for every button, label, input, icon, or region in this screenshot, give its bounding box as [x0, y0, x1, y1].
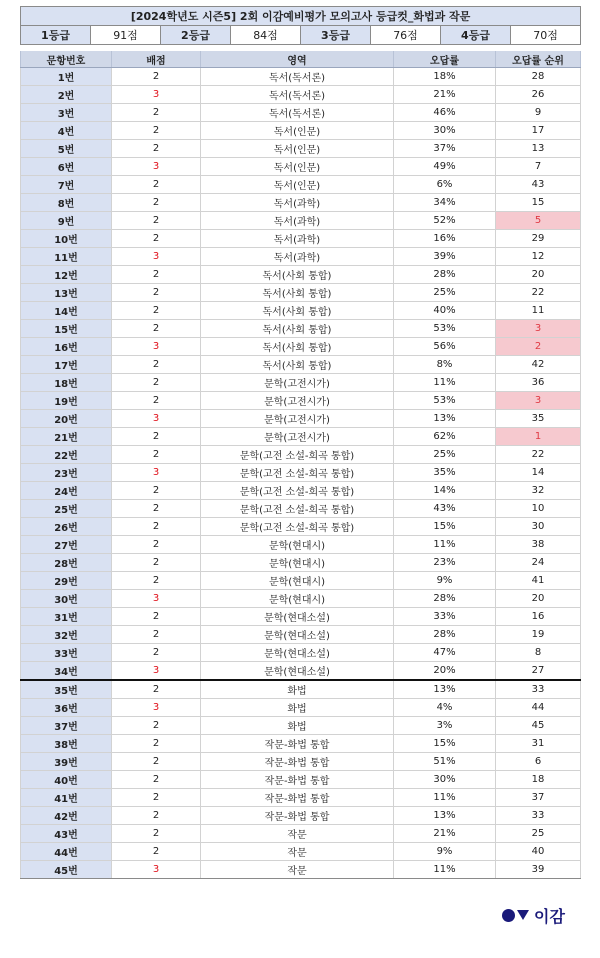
- area-cell: 독서(과학): [201, 194, 394, 212]
- column-header-rank: 오답률 순위: [496, 51, 581, 68]
- question-number-cell: 18번: [21, 374, 112, 392]
- question-number-cell: 2번: [21, 86, 112, 104]
- question-number-cell: 21번: [21, 428, 112, 446]
- points-cell: 2: [112, 536, 201, 554]
- question-number-cell: 5번: [21, 140, 112, 158]
- column-header-area: 영역: [201, 51, 394, 68]
- table-row: [21, 140, 581, 158]
- error-rank-cell: 1: [496, 428, 581, 446]
- points-cell: 2: [112, 68, 201, 86]
- question-number-cell: 33번: [21, 644, 112, 662]
- table-row: [21, 680, 581, 699]
- table-row: [21, 843, 581, 861]
- question-number-cell: 43번: [21, 825, 112, 843]
- table-row: [21, 699, 581, 717]
- points-cell: 2: [112, 320, 201, 338]
- error-rank-cell: 25: [496, 825, 581, 843]
- error-rank-cell: 14: [496, 464, 581, 482]
- points-cell: 2: [112, 789, 201, 807]
- error-rate-cell: 53%: [394, 392, 496, 410]
- area-cell: 화법: [201, 699, 394, 717]
- error-rank-cell: 13: [496, 140, 581, 158]
- area-cell: 작문: [201, 843, 394, 861]
- table-row: [21, 68, 581, 86]
- question-number-cell: 14번: [21, 302, 112, 320]
- error-rate-cell: 28%: [394, 590, 496, 608]
- points-cell: 2: [112, 572, 201, 590]
- area-cell: 문학(현대시): [201, 536, 394, 554]
- grade-label: 1등급: [21, 26, 91, 45]
- area-cell: 화법: [201, 717, 394, 735]
- area-cell: 문학(현대소설): [201, 644, 394, 662]
- table-row: [21, 608, 581, 626]
- table-row: [21, 464, 581, 482]
- points-cell: 2: [112, 807, 201, 825]
- table-row: [21, 320, 581, 338]
- area-cell: 독서(사회 통합): [201, 320, 394, 338]
- points-cell: 2: [112, 230, 201, 248]
- question-number-cell: 31번: [21, 608, 112, 626]
- points-cell: 3: [112, 699, 201, 717]
- logo-dot-icon: [502, 909, 515, 922]
- error-rank-cell: 19: [496, 626, 581, 644]
- question-number-cell: 36번: [21, 699, 112, 717]
- table-row: [21, 122, 581, 140]
- question-number-cell: 13번: [21, 284, 112, 302]
- error-rank-cell: 44: [496, 699, 581, 717]
- points-cell: 2: [112, 843, 201, 861]
- error-rank-cell: 26: [496, 86, 581, 104]
- question-number-cell: 37번: [21, 717, 112, 735]
- area-cell: 독서(과학): [201, 248, 394, 266]
- error-rate-cell: 34%: [394, 194, 496, 212]
- question-number-cell: 7번: [21, 176, 112, 194]
- area-cell: 독서(독서론): [201, 104, 394, 122]
- question-number-cell: 12번: [21, 266, 112, 284]
- error-rank-cell: 8: [496, 644, 581, 662]
- error-rate-cell: 9%: [394, 843, 496, 861]
- error-rank-cell: 35: [496, 410, 581, 428]
- error-rank-cell: 18: [496, 771, 581, 789]
- table-row: [21, 410, 581, 428]
- grade-label: 2등급: [161, 26, 231, 45]
- area-cell: 문학(현대시): [201, 590, 394, 608]
- points-cell: 2: [112, 735, 201, 753]
- points-cell: 2: [112, 717, 201, 735]
- question-number-cell: 3번: [21, 104, 112, 122]
- error-rate-cell: 25%: [394, 446, 496, 464]
- points-cell: 2: [112, 446, 201, 464]
- error-rate-cell: 15%: [394, 735, 496, 753]
- error-rank-cell: 7: [496, 158, 581, 176]
- question-number-cell: 15번: [21, 320, 112, 338]
- error-rate-cell: 20%: [394, 662, 496, 681]
- error-rank-cell: 41: [496, 572, 581, 590]
- points-cell: 2: [112, 122, 201, 140]
- area-cell: 문학(고전 소설-희곡 통합): [201, 446, 394, 464]
- table-row: [21, 176, 581, 194]
- error-rate-cell: 46%: [394, 104, 496, 122]
- error-rate-cell: 35%: [394, 464, 496, 482]
- error-rank-cell: 42: [496, 356, 581, 374]
- area-cell: 독서(인문): [201, 140, 394, 158]
- question-number-cell: 6번: [21, 158, 112, 176]
- question-number-cell: 29번: [21, 572, 112, 590]
- table-row: [21, 104, 581, 122]
- question-number-cell: 23번: [21, 464, 112, 482]
- points-cell: 2: [112, 500, 201, 518]
- error-rank-cell: 9: [496, 104, 581, 122]
- table-row: [21, 735, 581, 753]
- question-number-cell: 20번: [21, 410, 112, 428]
- error-rank-cell: 6: [496, 753, 581, 771]
- question-number-cell: 11번: [21, 248, 112, 266]
- error-rate-cell: 43%: [394, 500, 496, 518]
- points-cell: 3: [112, 158, 201, 176]
- error-rank-cell: 39: [496, 861, 581, 879]
- points-cell: 2: [112, 284, 201, 302]
- points-cell: 2: [112, 176, 201, 194]
- table-row: [21, 266, 581, 284]
- question-number-cell: 25번: [21, 500, 112, 518]
- question-number-cell: 35번: [21, 680, 112, 699]
- error-rate-cell: 56%: [394, 338, 496, 356]
- error-rank-cell: 40: [496, 843, 581, 861]
- error-rate-cell: 21%: [394, 86, 496, 104]
- points-cell: 2: [112, 518, 201, 536]
- table-row: [21, 807, 581, 825]
- question-number-cell: 34번: [21, 662, 112, 681]
- table-row: [21, 536, 581, 554]
- area-cell: 작문-화법 통합: [201, 771, 394, 789]
- points-cell: 2: [112, 140, 201, 158]
- table-row: [21, 158, 581, 176]
- grade-score: 70점: [511, 26, 581, 45]
- table-row: [21, 392, 581, 410]
- table-row: [21, 572, 581, 590]
- points-cell: 3: [112, 464, 201, 482]
- error-rate-cell: 16%: [394, 230, 496, 248]
- error-rate-cell: 51%: [394, 753, 496, 771]
- error-rate-cell: 13%: [394, 680, 496, 699]
- table-row: [21, 212, 581, 230]
- points-cell: 2: [112, 753, 201, 771]
- table-row: [21, 662, 581, 681]
- error-rate-cell: 18%: [394, 68, 496, 86]
- table-row: [21, 554, 581, 572]
- question-number-cell: 42번: [21, 807, 112, 825]
- area-cell: 작문: [201, 861, 394, 879]
- area-cell: 독서(사회 통합): [201, 266, 394, 284]
- table-row: [21, 626, 581, 644]
- grade-cut-header: [20, 6, 581, 45]
- points-cell: 3: [112, 861, 201, 879]
- error-rank-cell: 29: [496, 230, 581, 248]
- area-cell: 독서(과학): [201, 230, 394, 248]
- error-rank-cell: 2: [496, 338, 581, 356]
- error-rate-cell: 15%: [394, 518, 496, 536]
- points-cell: 2: [112, 356, 201, 374]
- area-cell: 독서(사회 통합): [201, 338, 394, 356]
- points-cell: 2: [112, 825, 201, 843]
- table-row: [21, 248, 581, 266]
- error-rate-cell: 6%: [394, 176, 496, 194]
- error-rank-cell: 10: [496, 500, 581, 518]
- area-cell: 화법: [201, 680, 394, 699]
- points-cell: 2: [112, 374, 201, 392]
- points-cell: 2: [112, 771, 201, 789]
- error-rate-cell: 40%: [394, 302, 496, 320]
- error-rank-cell: 12: [496, 248, 581, 266]
- area-cell: 독서(사회 통합): [201, 356, 394, 374]
- question-number-cell: 45번: [21, 861, 112, 879]
- error-rank-cell: 33: [496, 680, 581, 699]
- area-cell: 문학(고전시가): [201, 428, 394, 446]
- area-cell: 작문-화법 통합: [201, 753, 394, 771]
- question-number-cell: 4번: [21, 122, 112, 140]
- question-number-cell: 41번: [21, 789, 112, 807]
- error-rate-cell: 8%: [394, 356, 496, 374]
- error-rank-cell: 17: [496, 122, 581, 140]
- error-rate-cell: 49%: [394, 158, 496, 176]
- error-rate-cell: 28%: [394, 626, 496, 644]
- area-cell: 문학(고전 소설-희곡 통합): [201, 500, 394, 518]
- error-rank-cell: 36: [496, 374, 581, 392]
- table-row: [21, 482, 581, 500]
- error-rank-cell: 16: [496, 608, 581, 626]
- question-number-cell: 19번: [21, 392, 112, 410]
- error-rate-cell: 30%: [394, 122, 496, 140]
- table-row: [21, 825, 581, 843]
- error-rank-cell: 28: [496, 68, 581, 86]
- area-cell: 독서(인문): [201, 176, 394, 194]
- points-cell: 2: [112, 266, 201, 284]
- table-row: [21, 771, 581, 789]
- error-rate-cell: 25%: [394, 284, 496, 302]
- area-cell: 문학(고전시가): [201, 374, 394, 392]
- points-cell: 3: [112, 590, 201, 608]
- points-cell: 3: [112, 248, 201, 266]
- error-rate-cell: 39%: [394, 248, 496, 266]
- table-row: [21, 302, 581, 320]
- points-cell: 2: [112, 194, 201, 212]
- question-number-cell: 22번: [21, 446, 112, 464]
- error-rank-cell: 11: [496, 302, 581, 320]
- question-number-cell: 40번: [21, 771, 112, 789]
- table-row: [21, 446, 581, 464]
- table-row: [21, 861, 581, 879]
- error-rate-cell: 14%: [394, 482, 496, 500]
- points-cell: 2: [112, 482, 201, 500]
- error-rate-cell: 11%: [394, 789, 496, 807]
- error-rank-cell: 15: [496, 194, 581, 212]
- grade-label: 3등급: [301, 26, 371, 45]
- area-cell: 작문-화법 통합: [201, 735, 394, 753]
- brand-logo: [502, 906, 565, 924]
- question-number-cell: 10번: [21, 230, 112, 248]
- points-cell: 2: [112, 428, 201, 446]
- error-rate-cell: 53%: [394, 320, 496, 338]
- points-cell: 3: [112, 86, 201, 104]
- points-cell: 2: [112, 644, 201, 662]
- error-rate-cell: 11%: [394, 374, 496, 392]
- points-cell: 3: [112, 410, 201, 428]
- question-number-cell: 9번: [21, 212, 112, 230]
- error-rate-cell: 21%: [394, 825, 496, 843]
- table-row: [21, 374, 581, 392]
- question-number-cell: 1번: [21, 68, 112, 86]
- area-cell: 문학(고전 소설-희곡 통합): [201, 464, 394, 482]
- table-row: [21, 789, 581, 807]
- column-header-error-rate: 오답률: [394, 51, 496, 68]
- brand-name: 이감: [534, 906, 565, 926]
- grade-label: 4등급: [441, 26, 511, 45]
- error-rank-cell: 22: [496, 284, 581, 302]
- area-cell: 독서(독서론): [201, 68, 394, 86]
- table-header-row: [21, 51, 581, 68]
- question-number-cell: 39번: [21, 753, 112, 771]
- error-rank-cell: 22: [496, 446, 581, 464]
- table-row: [21, 644, 581, 662]
- table-row: [21, 356, 581, 374]
- area-cell: 독서(인문): [201, 158, 394, 176]
- error-rate-cell: 23%: [394, 554, 496, 572]
- area-cell: 문학(고전 소설-희곡 통합): [201, 518, 394, 536]
- table-row: [21, 230, 581, 248]
- table-row: [21, 428, 581, 446]
- grade-score: 84점: [231, 26, 301, 45]
- table-row: [21, 194, 581, 212]
- area-cell: 문학(현대시): [201, 554, 394, 572]
- table-row: [21, 86, 581, 104]
- points-cell: 2: [112, 302, 201, 320]
- error-rate-cell: 13%: [394, 410, 496, 428]
- points-cell: 3: [112, 662, 201, 681]
- question-number-cell: 26번: [21, 518, 112, 536]
- error-rate-cell: 9%: [394, 572, 496, 590]
- points-cell: 2: [112, 392, 201, 410]
- error-rank-cell: 24: [496, 554, 581, 572]
- question-number-cell: 17번: [21, 356, 112, 374]
- error-rate-table: [20, 51, 581, 879]
- points-cell: 2: [112, 212, 201, 230]
- area-cell: 독서(사회 통합): [201, 284, 394, 302]
- error-rank-cell: 3: [496, 320, 581, 338]
- points-cell: 2: [112, 554, 201, 572]
- error-rate-cell: 11%: [394, 536, 496, 554]
- area-cell: 독서(인문): [201, 122, 394, 140]
- question-number-cell: 44번: [21, 843, 112, 861]
- points-cell: 2: [112, 104, 201, 122]
- question-number-cell: 38번: [21, 735, 112, 753]
- column-header-points: 배점: [112, 51, 201, 68]
- question-number-cell: 30번: [21, 590, 112, 608]
- question-number-cell: 32번: [21, 626, 112, 644]
- table-row: [21, 500, 581, 518]
- page-title: [2024학년도 시즌5] 2회 이감예비평가 모의고사 등급컷_화법과 작문: [21, 7, 581, 26]
- points-cell: 2: [112, 680, 201, 699]
- table-row: [21, 717, 581, 735]
- table-row: [21, 518, 581, 536]
- question-number-cell: 16번: [21, 338, 112, 356]
- area-cell: 작문-화법 통합: [201, 807, 394, 825]
- error-rank-cell: 33: [496, 807, 581, 825]
- error-rank-cell: 3: [496, 392, 581, 410]
- error-rate-cell: 11%: [394, 861, 496, 879]
- table-row: [21, 753, 581, 771]
- error-rank-cell: 27: [496, 662, 581, 681]
- points-cell: 2: [112, 626, 201, 644]
- error-rate-cell: 37%: [394, 140, 496, 158]
- error-rank-cell: 30: [496, 518, 581, 536]
- error-rank-cell: 20: [496, 590, 581, 608]
- area-cell: 문학(현대시): [201, 572, 394, 590]
- question-number-cell: 28번: [21, 554, 112, 572]
- error-rank-cell: 20: [496, 266, 581, 284]
- logo-triangle-icon: [517, 910, 529, 920]
- area-cell: 독서(독서론): [201, 86, 394, 104]
- points-cell: 3: [112, 338, 201, 356]
- area-cell: 문학(현대소설): [201, 608, 394, 626]
- question-number-cell: 24번: [21, 482, 112, 500]
- area-cell: 작문-화법 통합: [201, 789, 394, 807]
- error-rank-cell: 45: [496, 717, 581, 735]
- table-row: [21, 284, 581, 302]
- error-rate-cell: 47%: [394, 644, 496, 662]
- area-cell: 문학(현대소설): [201, 662, 394, 681]
- error-rate-cell: 28%: [394, 266, 496, 284]
- area-cell: 독서(과학): [201, 212, 394, 230]
- error-rank-cell: 31: [496, 735, 581, 753]
- error-rank-cell: 5: [496, 212, 581, 230]
- area-cell: 독서(사회 통합): [201, 302, 394, 320]
- question-number-cell: 8번: [21, 194, 112, 212]
- error-rate-cell: 4%: [394, 699, 496, 717]
- error-rate-cell: 13%: [394, 807, 496, 825]
- area-cell: 문학(고전 소설-희곡 통합): [201, 482, 394, 500]
- error-rate-cell: 62%: [394, 428, 496, 446]
- points-cell: 2: [112, 608, 201, 626]
- question-number-cell: 27번: [21, 536, 112, 554]
- error-rate-cell: 52%: [394, 212, 496, 230]
- table-row: [21, 590, 581, 608]
- grade-cut-row: [21, 26, 581, 45]
- table-row: [21, 338, 581, 356]
- error-rate-cell: 3%: [394, 717, 496, 735]
- error-rate-cell: 33%: [394, 608, 496, 626]
- error-rank-cell: 32: [496, 482, 581, 500]
- column-header-question: 문항번호: [21, 51, 112, 68]
- error-rank-cell: 43: [496, 176, 581, 194]
- area-cell: 문학(현대소설): [201, 626, 394, 644]
- error-rank-cell: 38: [496, 536, 581, 554]
- area-cell: 문학(고전시가): [201, 392, 394, 410]
- grade-score: 91점: [91, 26, 161, 45]
- area-cell: 작문: [201, 825, 394, 843]
- area-cell: 문학(고전시가): [201, 410, 394, 428]
- error-rate-cell: 30%: [394, 771, 496, 789]
- error-rank-cell: 37: [496, 789, 581, 807]
- grade-score: 76점: [371, 26, 441, 45]
